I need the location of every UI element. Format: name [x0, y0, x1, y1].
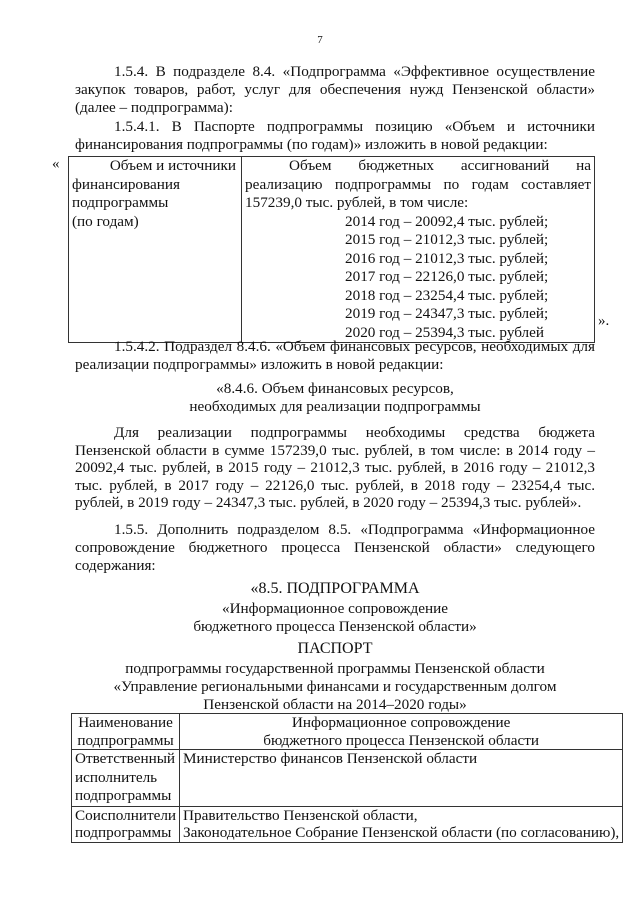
passport-line: Пензенской области на 2014–2020 годы»	[203, 696, 467, 713]
heading-8-4-6	[75, 380, 595, 416]
heading-line: «8.4.6. Объем финансовых ресурсов,	[216, 380, 454, 397]
label-line: подпрограммы	[75, 824, 172, 841]
funding-label-cell	[69, 157, 242, 343]
heading-line: необходимых для реализации подпрограммы	[189, 398, 481, 415]
year-amount: 2017 год – 22126,0 тыс. рублей;	[345, 268, 549, 285]
year-amount: 2018 год – 23254,4 тыс. рублей;	[345, 286, 549, 304]
row-label	[72, 806, 180, 842]
label-line: Ответственный	[75, 750, 176, 767]
value-line: Информационное сопровождение	[291, 714, 511, 731]
heading-line: «Информационное сопровождение	[221, 600, 449, 617]
paragraph-8-4-6-body: Для реализации подпрограммы необходимы средства бюджета Пензенской области в сумме 157239,0 тыс. рублей, в том числе: в 2014 году – 20092,4 тыс. рублей, в 2015 году – 21012,3 тыс. рублей, в 2016 году – 21012,3 тыс. рублей, в 2017 году – 22126,0 тыс. рублей, в 2018 году – 23254,4 тыс. рублей, в 2019 году – 24347,3 тыс. рублей, в 2020 году – 25394,3 тыс. рублей».	[75, 424, 595, 512]
table1-open-quote: «	[52, 156, 60, 172]
paragraph-1-5-4: 1.5.4. В подразделе 8.4. «Подпрограмма «Эффективное осуществление закупок товаров, работ, услуг для обеспечения нужд Пензенской области» (далее – подпрограмма):	[75, 63, 595, 116]
row-label	[72, 714, 180, 750]
heading-8-5	[75, 580, 595, 636]
year-amount: 2019 год – 24347,3 тыс. рублей;	[345, 305, 549, 322]
passport-line: «Управление региональными финансами и государственным долгом	[113, 678, 557, 695]
passport-title: ПАСПОРТ	[297, 640, 373, 657]
intro-line: Объем бюджетных ассигнований на	[289, 157, 591, 174]
row-value	[180, 806, 623, 842]
year-amount: 2014 год – 20092,4 тыс. рублей;	[345, 212, 549, 230]
label-line: Объем и источники	[109, 157, 236, 174]
intro-line: 157239,0 тыс. рублей, в том числе:	[245, 194, 469, 211]
table-row	[72, 714, 623, 750]
row-value	[180, 750, 623, 807]
row-value	[180, 714, 623, 750]
intro-line: реализацию подпрограммы по годам составляет	[245, 175, 591, 193]
page-number: 7	[317, 34, 323, 46]
label-line: финансирования	[72, 175, 180, 193]
label-line: (по годам)	[72, 212, 139, 230]
passport-line: подпрограммы государственной программы Пензенской области	[125, 660, 545, 677]
row-label	[72, 750, 180, 807]
table-row	[72, 806, 623, 842]
paragraph-1-5-5: 1.5.5. Дополнить подразделом 8.5. «Подпрограмма «Информационное сопровождение бюджетного процесса Пензенской области» следующего содержания:	[75, 521, 595, 574]
table-row	[72, 750, 623, 807]
value-line: Правительство Пензенской области,	[183, 806, 418, 824]
funding-value-cell	[242, 157, 595, 343]
passport-heading	[75, 640, 595, 714]
paragraph-1-5-4-2: 1.5.4.2. Подраздел 8.4.6. «Объем финансовых ресурсов, необходимых для реализации подпрограммы» изложить в новой редакции:	[75, 338, 595, 373]
label-line: подпрограммы	[77, 731, 174, 749]
paragraph-1-5-4-1: 1.5.4.1. В Паспорте подпрограммы позицию «Объем и источники финансирования подпрограммы (по годам)» изложить в новой редакции:	[75, 118, 595, 153]
heading-line: «8.5. ПОДПРОГРАММА	[250, 580, 420, 597]
funding-table	[68, 156, 595, 343]
passport-table	[71, 713, 623, 843]
label-line: подпрограммы	[72, 194, 169, 211]
heading-line: бюджетного процесса Пензенской области»	[193, 618, 477, 635]
value-line: Законодательное Собрание Пензенской области (по согласованию),	[183, 824, 620, 841]
year-amount: 2016 год – 21012,3 тыс. рублей;	[345, 249, 549, 267]
label-line: Соисполнители	[75, 806, 177, 824]
value-line: Министерство финансов Пензенской области	[183, 750, 478, 767]
table1-close-quote: ».	[598, 313, 610, 329]
label-line: подпрограммы	[75, 787, 172, 804]
year-amount: 2015 год – 21012,3 тыс. рублей;	[345, 231, 549, 248]
value-line: бюджетного процесса Пензенской области	[263, 731, 540, 749]
label-line: Наименование	[78, 714, 173, 731]
year-amount: 2020 год – 25394,3 тыс. рублей	[345, 323, 545, 341]
label-line: исполнитель	[75, 768, 158, 786]
